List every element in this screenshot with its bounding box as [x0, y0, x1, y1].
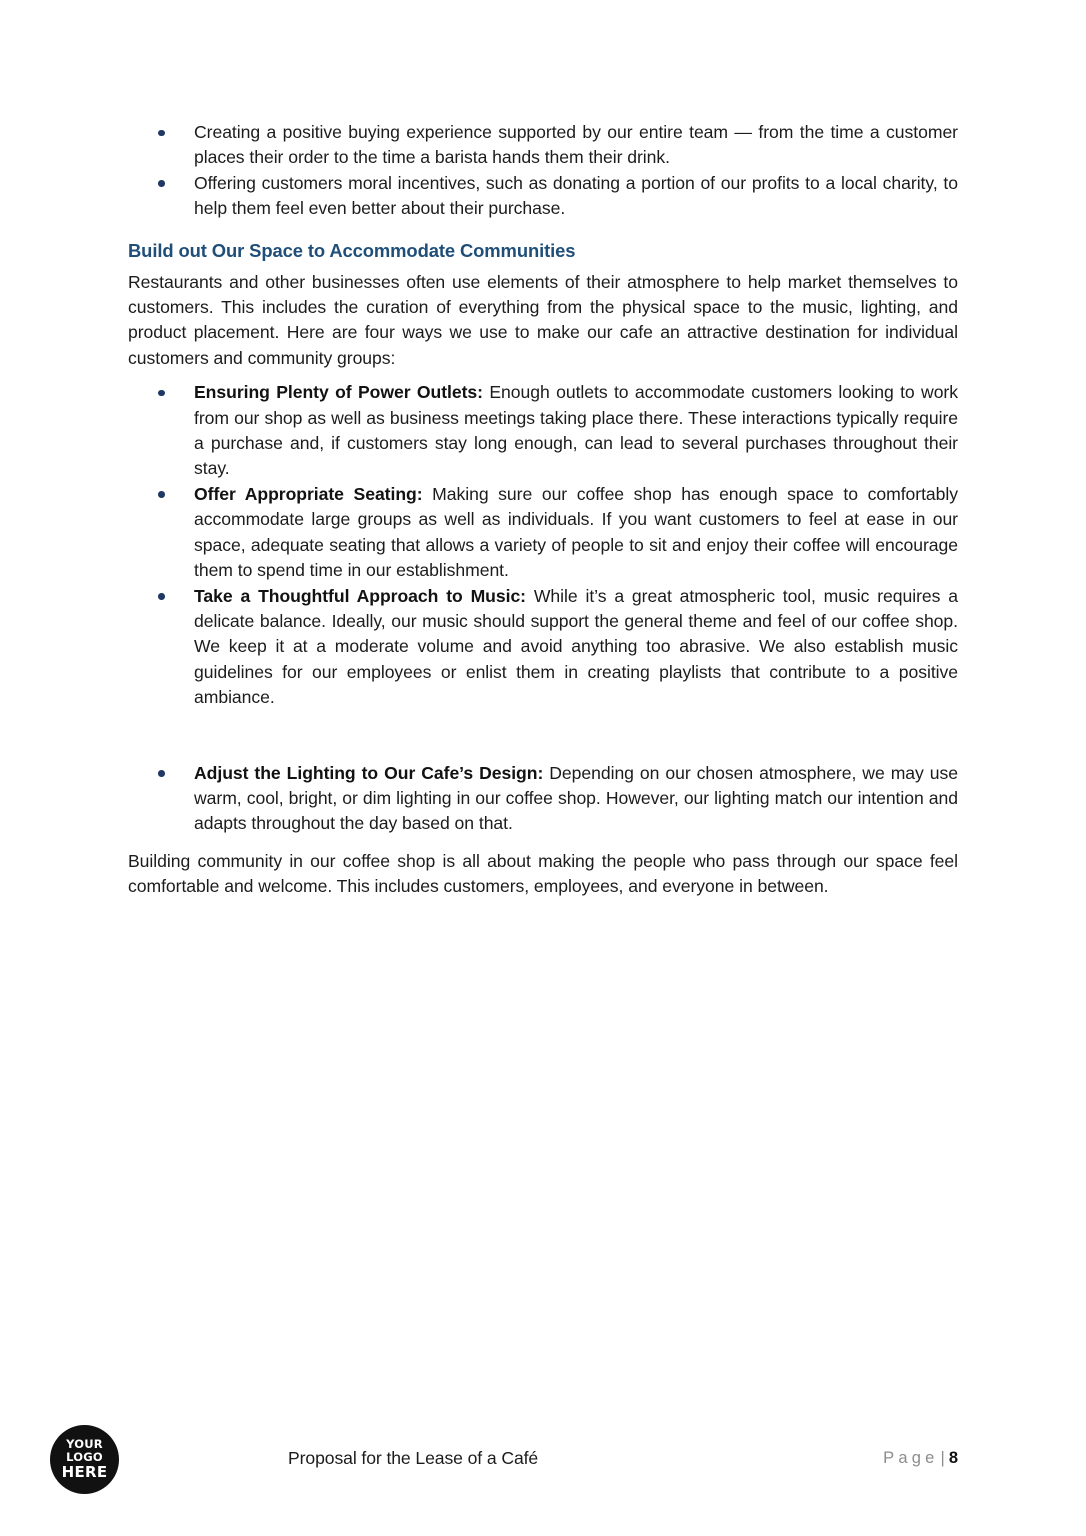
list-item-lead-in: Offer Appropriate Seating: [194, 483, 423, 504]
page-label: Page [883, 1449, 939, 1467]
spacer [128, 371, 958, 380]
list-item-lead-in: Adjust the Lighting to Our Cafe’s Design: [194, 762, 544, 783]
list-item-lead-in: Take a Thoughtful Approach to Music: [194, 585, 526, 606]
logo [50, 1425, 119, 1494]
intro-paragraph: Restaurants and other businesses often use elements of their atmosphere to help market themselves to customers. This includes the curation of everything from the physical space to the music, lighting, and product placement. Here are four ways we use to make our cafe an attractive destination for individual customers and community groups: [128, 271, 958, 368]
section-bullet-list [128, 380, 958, 837]
bullet-dot-icon [158, 130, 165, 137]
list-item [128, 171, 958, 222]
spacer [128, 837, 958, 849]
bullet-dot-icon [158, 491, 165, 498]
page-number-indicator [883, 1449, 958, 1468]
list-item [128, 380, 958, 482]
page-footer [0, 1424, 1086, 1524]
list-item [128, 761, 958, 837]
list-item-text: Offering customers moral incentives, such as donating a portion of our profits to a local charity, to help them feel even better about their purchase. [194, 172, 958, 219]
logo-line-3: HERE [61, 1463, 108, 1481]
spacer [128, 222, 958, 238]
bullet-dot-icon [158, 770, 165, 777]
list-item-text: While it’s a great atmospheric tool, music requires a delicate balance. Ideally, our music should support the general theme and feel of our coffee shop. We keep it at a moderate volume and avoid anything too abrasive. We also establish music guidelines for our employees or enlist them in creating playlists that contribute to a positive ambiance. [194, 585, 959, 708]
footer-document-title: Proposal for the Lease of a Café [288, 1448, 539, 1468]
list-item-text: Making sure our coffee shop has enough space to comfortably accommodate large groups as well as individuals. If you want customers to feel at ease in our space, adequate seating that allows a variety of people to sit and enjoy their coffee will encourage them to spend time in our establishment. [194, 483, 958, 581]
page-separator: | [940, 1449, 945, 1467]
list-item-text: Depending on our chosen atmosphere, we may use warm, cool, bright, or dim lighting in our coffee shop. However, our lighting match our intention and adapts throughout the day based on that. [194, 762, 958, 834]
page-content [128, 120, 958, 900]
logo-line-2: LOGO [66, 1450, 103, 1464]
closing-paragraph: Building community in our coffee shop is all about making the people who pass through our space feel comfortable and welcome. This includes customers, employees, and everyone in between. [128, 850, 958, 897]
bullet-dot-icon [158, 593, 165, 600]
list-item-text: Enough outlets to accommodate customers looking to work from our shop as well as business meetings taking place there. These interactions typically require a purchase and, if customers stay long enough, can lead to several purchases throughout their stay. [194, 382, 958, 479]
list-item [128, 482, 958, 584]
list-item [128, 120, 958, 171]
bullet-dot-icon [158, 180, 165, 187]
bullet-dot-icon [158, 390, 165, 397]
page-number: 8 [948, 1449, 958, 1467]
top-bullet-list [128, 120, 958, 222]
list-item-text: Creating a positive buying experience supported by our entire team — from the time a customer places their order to the time a barista hands them their drink. [194, 122, 958, 168]
section-heading: Build out Our Space to Accommodate Communities [128, 239, 576, 261]
list-item-lead-in: Ensuring Plenty of Power Outlets: [194, 382, 483, 403]
list-item [128, 584, 958, 711]
logo-line-1: YOUR [66, 1437, 103, 1451]
